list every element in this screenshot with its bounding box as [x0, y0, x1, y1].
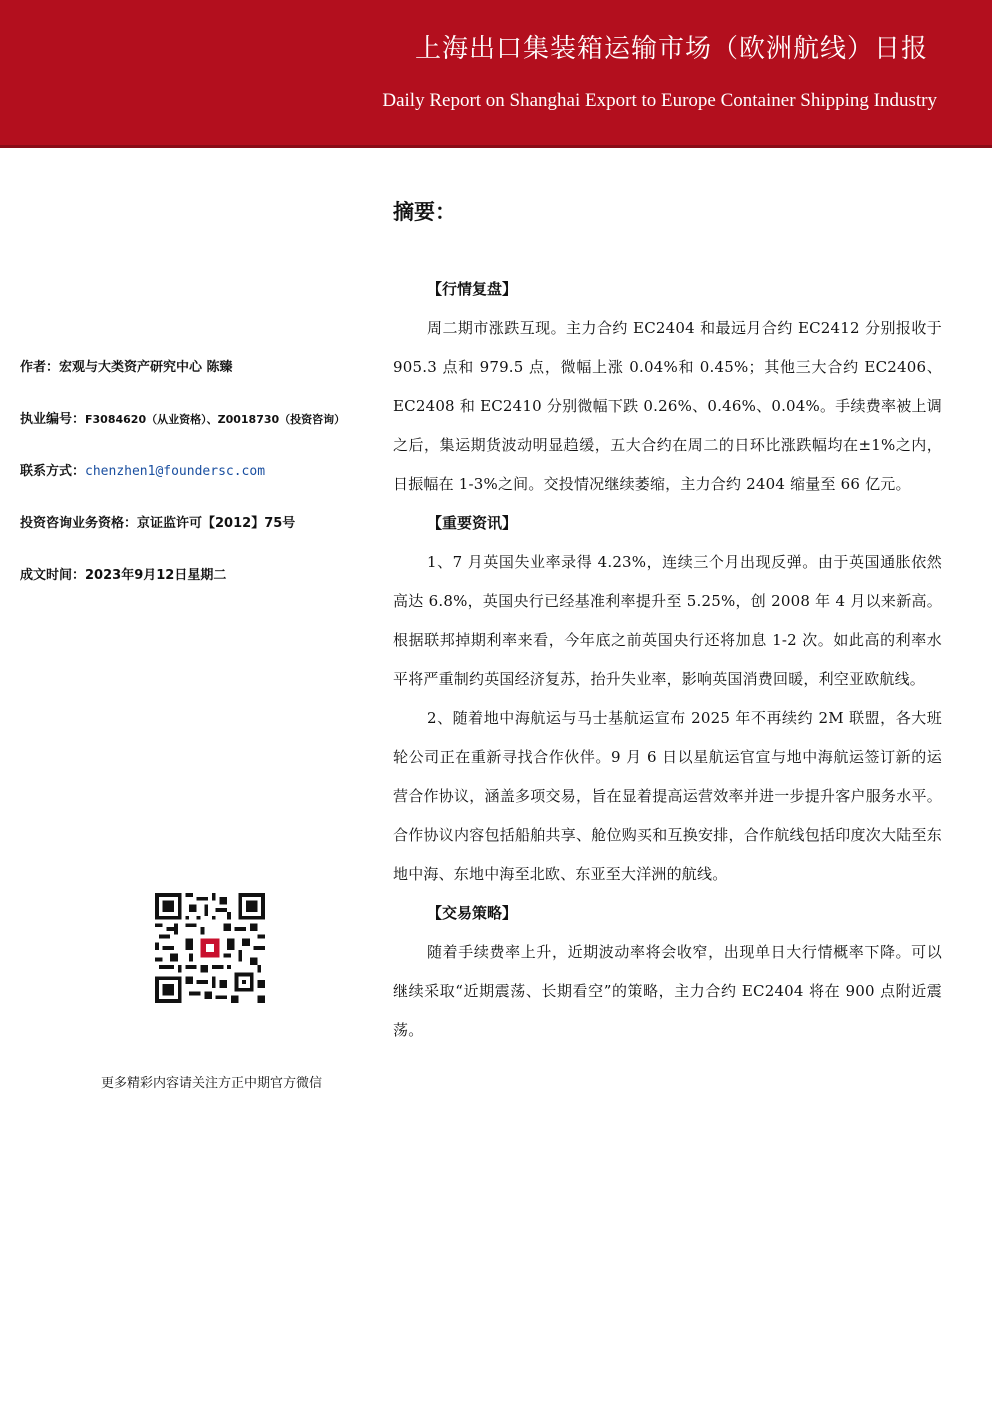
header-divider — [0, 145, 992, 148]
qr-code-image — [155, 893, 265, 1003]
date-label: 成文时间： — [20, 568, 86, 583]
qr-caption: 更多精彩内容请关注方正中期官方微信 — [100, 1076, 322, 1091]
author-info — [20, 356, 370, 616]
section-heading-trading-strategy: 【交易策略】 — [427, 904, 518, 922]
summary-content — [393, 196, 942, 1050]
trading-strategy-paragraph: 随着手续费率上升，近期波动率将会收窄，出现单日大行情概率下降。可以继续采取“近期震荡、长期看空”的策略，主力合约 EC2404 将在 900 点附近震荡。 — [393, 943, 942, 1039]
contact-email-link[interactable]: chenzhen1@foundersc.com — [85, 464, 266, 479]
key-news-paragraph-1: 1、7 月英国失业率录得 4.23%，连续三个月出现反弹。由于英国通胀依然高达 6.8%，英国央行已经基准利率提升至 5.25%，创 2008 年 4 月以来新高。根据联邦掉期利率来看，今年底之前英国央行还将加息 1-2 次。如此高的利率水平将严重制约英国经济复苏，抬升失业率，影响英国消费回暖，利空亚欧航线。 — [393, 553, 942, 688]
qualification-row — [20, 512, 370, 564]
report-subtitle: Daily Report on Shanghai Export to Europe Container Shipping Industry — [382, 90, 937, 111]
author-row — [20, 356, 370, 408]
license-value: F3084620（从业资格）、Z0018730（投资咨询） — [85, 413, 346, 426]
section-heading-market-review: 【行情复盘】 — [427, 280, 518, 298]
date-row — [20, 564, 370, 616]
author-label: 作者： — [20, 360, 60, 375]
contact-row — [20, 460, 370, 512]
section-heading-key-news: 【重要资讯】 — [427, 514, 518, 532]
key-news-paragraph-2: 2、随着地中海航运与马士基航运宣布 2025 年不再续约 2M 联盟，各大班轮公司正在重新寻找合作伙伴。9 月 6 日以星航运官宣与地中海航运签订新的运营合作协议，涵盖多项交易，旨在显着提高运营效率并进一步提升客户服务水平。合作协议内容包括船舶共享、舱位购买和互换安排，合作航线包括印度次大陆至东地中海、东地中海至北欧、东亚至大洋洲的航线。 — [393, 709, 942, 883]
license-row — [20, 408, 370, 460]
summary-title: 摘要： — [393, 200, 456, 224]
report-header — [0, 0, 992, 145]
date-value: 2023年9月12日星期二 — [85, 568, 227, 583]
qualification-label: 投资咨询业务资格： — [20, 516, 138, 531]
market-review-paragraph: 周二期市涨跌互现。主力合约 EC2404 和最远月合约 EC2412 分别报收于 905.3 点和 979.5 点，微幅上涨 0.04%和 0.45%；其他三大合约 EC2406、EC2408 和 EC2410 分别微幅下跌 0.26%、0.46%、0.04%。手续费率被上调之后，集运期货波动明显趋缓，五大合约在周二的日环比涨跌幅均在±1%之内，日振幅在 1-3%之间。交投情况继续萎缩，主力合约 2404 缩量至 66 亿元。 — [393, 319, 942, 493]
report-title: 上海出口集装箱运输市场（欧洲航线）日报 — [414, 34, 928, 64]
author-value: 宏观与大类资产研究中心 陈臻 — [59, 360, 233, 375]
qualification-value: 京证监许可【2012】75号 — [137, 516, 296, 531]
contact-label: 联系方式： — [20, 464, 86, 479]
license-label: 执业编号： — [20, 412, 86, 427]
